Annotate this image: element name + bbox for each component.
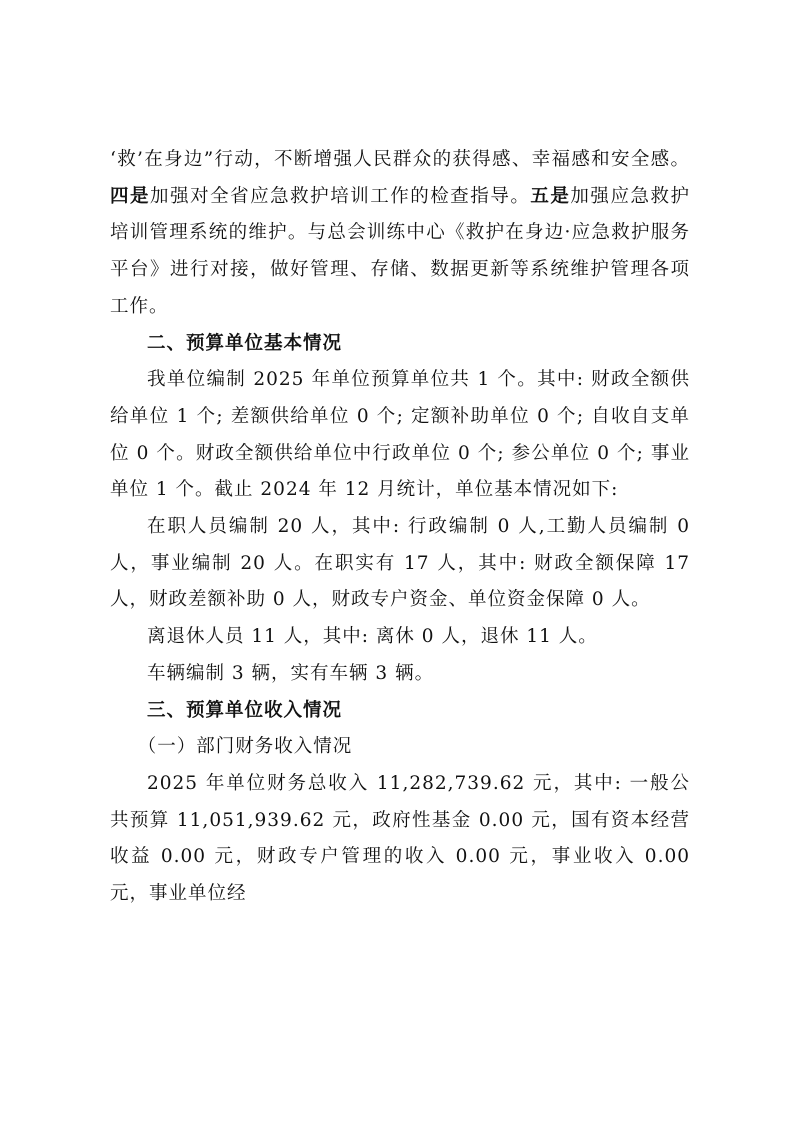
paragraph-continued [110,142,690,326]
paragraph-vehicles: 车辆编制 3 辆，实有车辆 3 辆。 [147,662,435,684]
bold-item-label-four: 四是 [110,185,151,207]
bold-item-label-five: 五是 [530,185,571,207]
paragraph-unit-count: 我单位编制 2025 年单位预算单位共 1 个。其中: 财政全额供给单位 1 个; 差额供给单位 0 个; 定额补助单位 0 个; 自收自支单位 0 个。财政全额供给单位中行政单位 0 个; 参公单位 0 个; 事业单位 1 个。截止 2024 年 12 月统计，单位基本情况如下: [110,369,690,501]
paragraph-text: 加强对全省应急救护培训工作的检查指导。 [150,185,531,207]
paragraph-retirees: 离退休人员 11 人，其中: 离休 0 人，退休 11 人。 [147,626,598,648]
subsection-heading-1: （一）部门财务收入情况 [137,736,353,758]
document-body [110,142,690,913]
paragraph-text: 加强应急救护培训管理系统的维护。与总会训练中心《救护在身边·应急救护服务平台》进行对接，做好管理、存储、数据更新等系统维护管理各项工作。 [110,185,690,317]
paragraph-staffing: 在职人员编制 20 人，其中: 行政编制 0 人,工勤人员编制 0 人，事业编制 20 人。在职实有 17 人，其中: 财政全额保障 17 人，财政差额补助 0 人，财政专户资金、单位资金保障 0 人。 [110,516,690,611]
paragraph-income: 2025 年单位财务总收入 11,282,739.62 元，其中: 一般公共预算 11,051,939.62 元，政府性基金 0.00 元，国有资本经营收益 0.00 元，财政专户管理的收入 0.00 元，事业收入 0.00 元，事业单位经 [110,772,690,905]
section-heading-3: 三、预算单位收入情况 [147,699,343,721]
paragraph-text: ‘救’在身边”行动，不断增强人民群众的获得感、幸福感和安全感。 [110,149,690,170]
section-heading-2: 二、预算单位基本情况 [147,332,343,354]
